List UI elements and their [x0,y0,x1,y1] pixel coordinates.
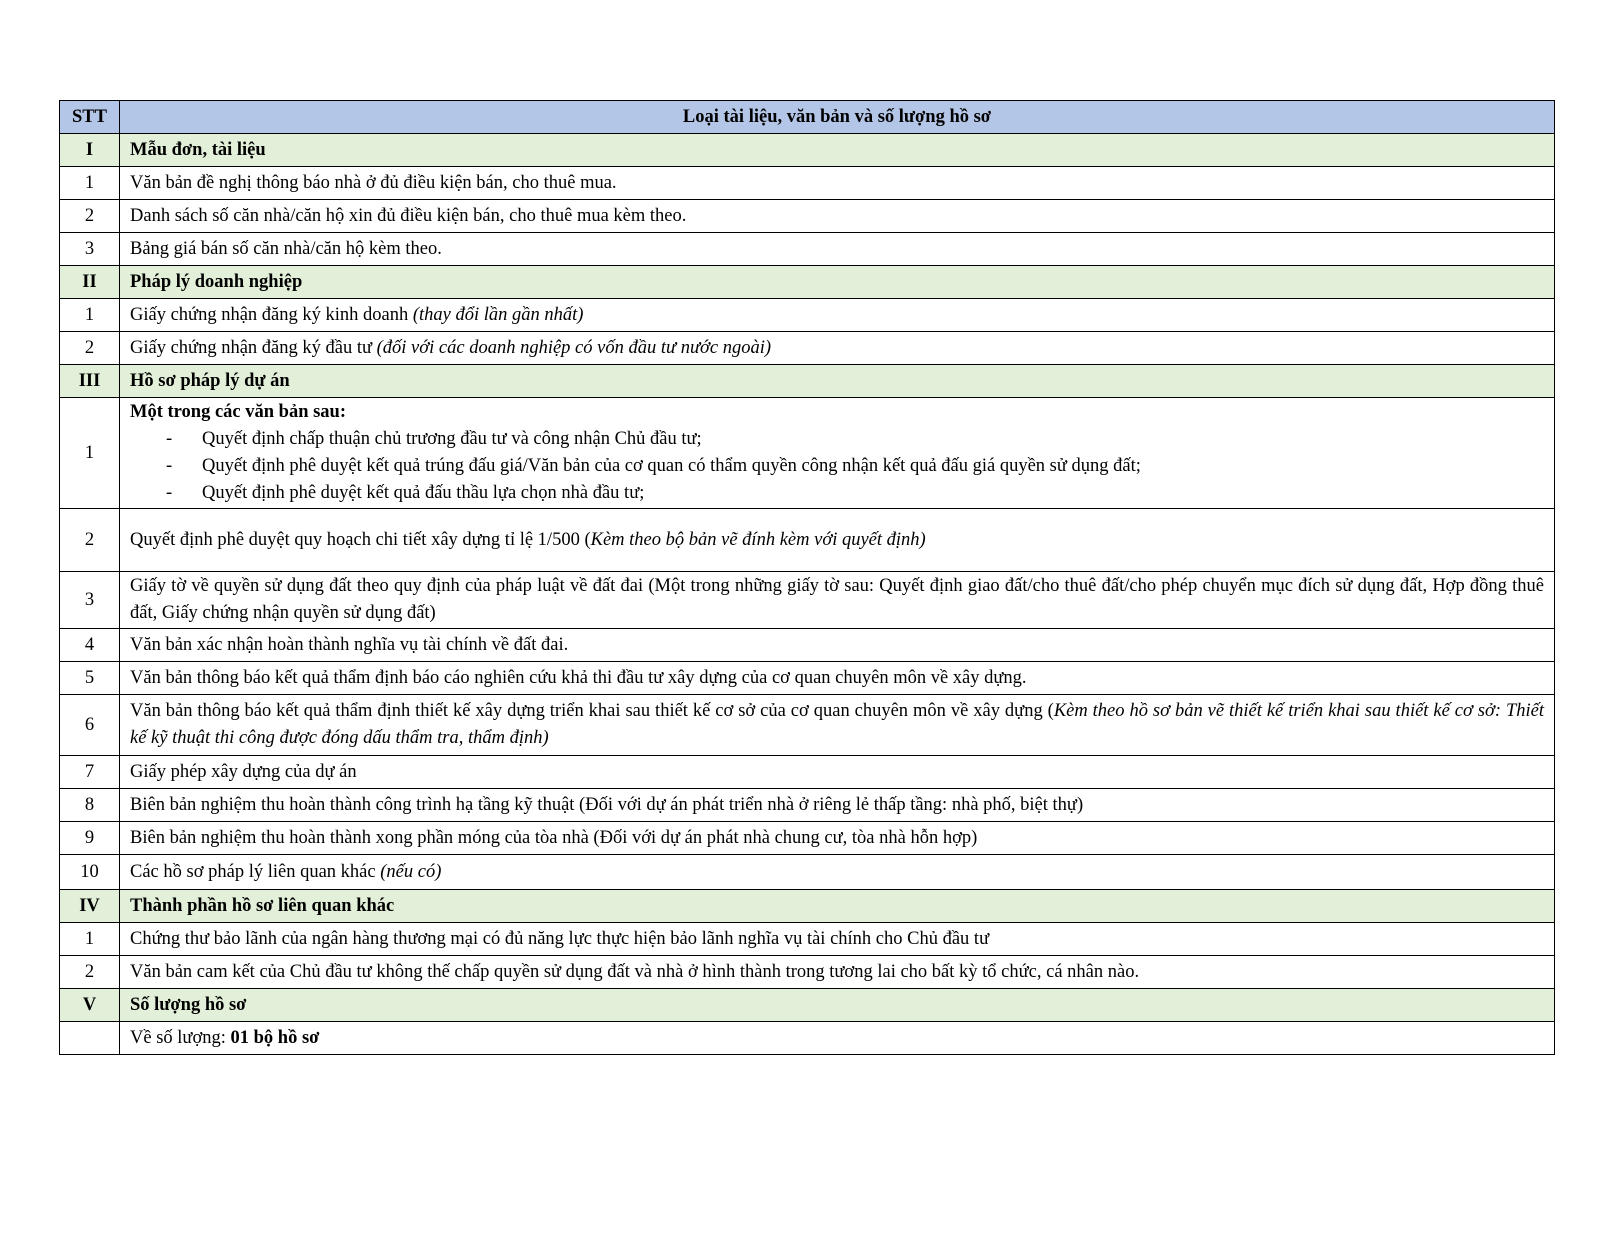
row-number: 1 [60,923,120,956]
section-title: Hồ sơ pháp lý dự án [120,365,1555,398]
list-item: - Quyết định phê duyệt kết quả trúng đấu giá/Văn bản của cơ quan có thẩm quyền công nhận kết quả đấu giá quyền sử dụng đất; [166,453,1544,480]
row-number: 2 [60,200,120,233]
row-number: 2 [60,332,120,365]
row-note: (đối với các doanh nghiệp có vốn đầu tư nước ngoài) [376,337,772,358]
table-row [60,923,1555,956]
row-text: Bảng giá bán số căn nhà/căn hộ kèm theo. [120,233,1555,266]
section-title: Thành phần hồ sơ liên quan khác [120,890,1555,923]
document-table [59,100,1555,1055]
row-number: 10 [60,855,120,890]
row-number [60,1022,120,1055]
table-row [60,509,1555,572]
row-text: Danh sách số căn nhà/căn hộ xin đủ điều kiện bán, cho thuê mua kèm theo. [120,200,1555,233]
section-row [60,890,1555,923]
row-number: 3 [60,572,120,629]
row-number: 1 [60,167,120,200]
table-row [60,629,1555,662]
row-text: Giấy phép xây dựng của dự án [120,756,1555,789]
row-text: Biên bản nghiệm thu hoàn thành xong phần móng của tòa nhà (Đối với dự án phát nhà chung cư, tòa nhà hỗn hợp) [120,822,1555,855]
table-row [60,233,1555,266]
table-row [60,756,1555,789]
row-content [120,509,1555,572]
row-number: 9 [60,822,120,855]
row-number: 2 [60,956,120,989]
row-number: 4 [60,629,120,662]
section-row [60,365,1555,398]
row-text: Văn bản đề nghị thông báo nhà ở đủ điều kiện bán, cho thuê mua. [120,167,1555,200]
row-text: Văn bản cam kết của Chủ đầu tư không thế chấp quyền sử dụng đất và nhà ở hình thành trong tương lai cho bất kỳ tổ chức, cá nhân nào. [120,956,1555,989]
row-number: 2 [60,509,120,572]
section-title: Số lượng hồ sơ [120,989,1555,1022]
table-header-row [60,101,1555,134]
section-number: V [60,989,120,1022]
row-number: 1 [60,299,120,332]
row-text: Giấy chứng nhận đăng ký đầu tư [130,337,377,358]
row-number: 1 [60,398,120,509]
row-note: Kèm theo hồ sơ bản vẽ thiết kế triển khai sau thiết kế cơ sở: Thiết kế kỹ thuật thi công được đóng dấu thẩm tra, thẩm định) [130,701,1544,748]
row-text: Văn bản thông báo kết quả thẩm định báo cáo nghiên cứu khả thi đầu tư xây dựng của cơ quan chuyên môn về xây dựng. [120,662,1555,695]
table-row [60,1022,1555,1055]
row-content [120,398,1555,509]
table-row [60,167,1555,200]
table-row [60,398,1555,509]
row-number: 6 [60,695,120,756]
section-row [60,266,1555,299]
section-row [60,134,1555,167]
row-lead: Một trong các văn bản sau: [130,402,347,422]
row-text: Biên bản nghiệm thu hoàn thành công trình hạ tầng kỹ thuật (Đối với dự án phát triển nhà ở riêng lẻ thấp tầng: nhà phố, biệt thự) [120,789,1555,822]
table-row [60,200,1555,233]
row-text: Giấy chứng nhận đăng ký kinh doanh [130,304,413,325]
row-strong: 01 bộ hồ sơ [230,1027,320,1048]
list-item: - Quyết định chấp thuận chủ trương đầu tư và công nhận Chủ đầu tư; [166,426,1544,453]
table-row [60,662,1555,695]
row-note: (nếu có) [380,861,442,882]
row-text: Các hồ sơ pháp lý liên quan khác [130,861,381,882]
section-title: Pháp lý doanh nghiệp [120,266,1555,299]
row-text: Văn bản xác nhận hoàn thành nghĩa vụ tài chính về đất đai. [120,629,1555,662]
section-number: II [60,266,120,299]
row-note: (thay đổi lần gần nhất) [412,304,584,325]
row-text: Quyết định phê duyệt quy hoạch chi tiết xây dựng tỉ lệ 1/500 ( [130,529,591,550]
section-number: I [60,134,120,167]
row-text: Về số lượng: [130,1027,231,1048]
row-number: 3 [60,233,120,266]
row-text: Văn bản thông báo kết quả thẩm định thiết kế xây dựng triển khai sau thiết kế cơ sở của cơ quan chuyên môn về xây dựng ( [130,701,1054,721]
header-title: Loại tài liệu, văn bản và số lượng hồ sơ [120,101,1555,134]
row-content [120,1022,1555,1055]
row-content [120,332,1555,365]
table-row [60,789,1555,822]
table-row [60,332,1555,365]
table-row [60,695,1555,756]
row-note: Kèm theo bộ bản vẽ đính kèm với quyết định) [590,529,926,550]
table-row [60,572,1555,629]
row-number: 7 [60,756,120,789]
table-row [60,822,1555,855]
row-number: 5 [60,662,120,695]
section-number: IV [60,890,120,923]
table-row [60,299,1555,332]
row-text: Giấy tờ về quyền sử dụng đất theo quy định của pháp luật về đất đai (Một trong những giấy tờ sau: Quyết định giao đất/cho thuê đất/cho phép chuyển mục đích sử dụng đất, Hợp đồng thuê đất, Giấy chứng nhận quyền sử dụng đất) [120,572,1555,629]
section-row [60,989,1555,1022]
section-number: III [60,365,120,398]
row-content [120,855,1555,890]
bullet-list [130,426,1544,507]
row-text: Chứng thư bảo lãnh của ngân hàng thương mại có đủ năng lực thực hiện bảo lãnh nghĩa vụ tài chính cho Chủ đầu tư [120,923,1555,956]
row-number: 8 [60,789,120,822]
table-row [60,855,1555,890]
table-row [60,956,1555,989]
header-stt: STT [60,101,120,134]
row-content [120,299,1555,332]
list-item: - Quyết định phê duyệt kết quả đấu thầu lựa chọn nhà đầu tư; [166,480,1544,507]
section-title: Mẫu đơn, tài liệu [120,134,1555,167]
row-content [120,695,1555,756]
